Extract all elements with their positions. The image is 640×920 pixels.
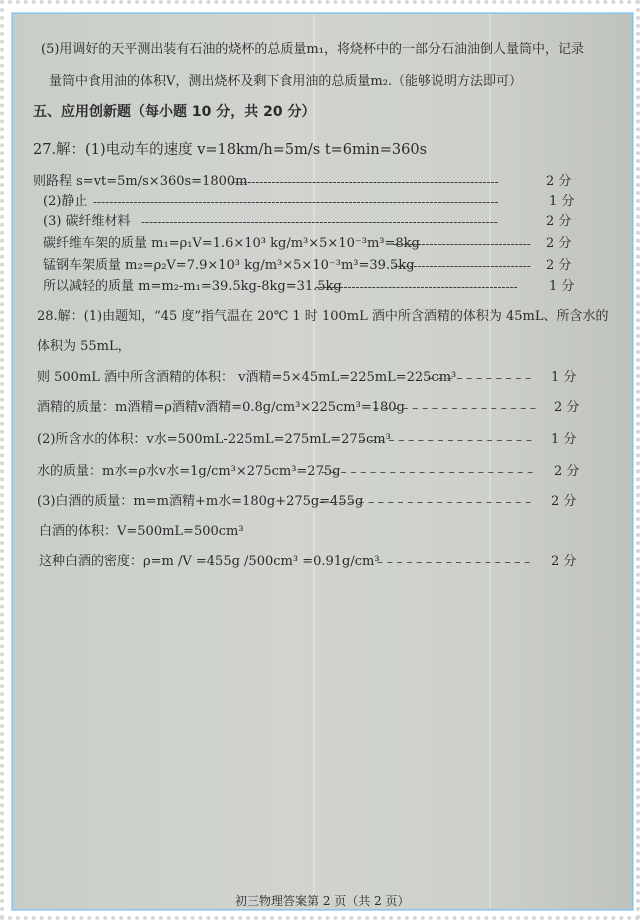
q26-part5-line1: (5)用调好的天平测出装有石油的烧杯的总质量m₁，将烧杯中的一部分石油油倒人量筒中，记录 (41, 42, 584, 57)
dash-leader: – – – – – – – – – – – – – – – – – – – – – – (319, 495, 532, 509)
dash-leader: – – – – – – – – – – – – – – – – (377, 555, 531, 569)
dash-leader: – – – – – – – – – – – – – – – – – – – – – – (321, 465, 534, 479)
q28-intro-line1: 28.解：(1)由题知，“45 度”指气温在 20℃ 1 时 100mL 酒中所含酒精的体积为 45mL、所含水的 (37, 309, 609, 324)
dash-leader: ------------------------------------------------------------------ (231, 175, 499, 189)
q27-row-text: (2)静止 (43, 194, 88, 209)
q27-row-score: 1 分 (549, 194, 575, 209)
answer-sheet-page (12, 13, 633, 910)
dash-leader: ---------------------------------- (393, 259, 531, 273)
q27-row-score: 1 分 (549, 279, 575, 294)
q27-row-score: 2 分 (546, 236, 572, 251)
dash-leader: -------------------------------------------------- (315, 280, 518, 294)
q28-row-text: 水的质量：m水=ρ水v水=1g/cm³×275cm³=275g (37, 464, 341, 479)
q28-row-score: 2 分 (551, 554, 577, 569)
q27-row-text: 锰钢车架质量 m₂=ρ₂V=7.9×10³ kg/m³×5×10⁻³m³=39.5kg (43, 258, 415, 273)
q27-row-score: 2 分 (546, 174, 572, 189)
section-heading: 五、应用创新题（每小题 10 分，共 20 分） (33, 104, 316, 120)
q28-row-text: 这种白酒的密度：ρ=m /V =455g /500cm³ =0.91g/cm³ (39, 554, 380, 569)
dash-leader: ---------------------------------------------------------------------------------------------------- (93, 195, 499, 209)
q27-row-score: 2 分 (546, 258, 572, 273)
dash-leader: – – – – – – – – – – – – – – – – – (373, 401, 537, 415)
q28-row-text: (3)白酒的质量：m=m酒精+m水=180g+275g=455g (37, 494, 364, 509)
q27-row-text: 碳纤维车架的质量 m₁=ρ₁V=1.6×10³ kg/m³×5×10⁻³m³=8kg (43, 236, 420, 251)
dash-leader: – – – – – – – – – – – – – – – – – – (359, 433, 532, 447)
q28-intro-line2: 体积为 55mL， (37, 339, 131, 354)
paper-crease (489, 14, 491, 909)
page-footer: 初三物理答案第 2 页（共 2 页） (235, 894, 410, 908)
q27-row-score: 2 分 (546, 214, 572, 229)
q27-row-text: 所以减轻的质量 m=m₂-m₁=39.5kg-8kg=31.5kg (43, 279, 342, 294)
q28-row-text: 白酒的体积：V=500mL=500cm³ (39, 524, 244, 539)
dash-leader: ---------------------------------- (393, 237, 531, 251)
q28-row-score: 2 分 (551, 494, 577, 509)
q27-intro: 27.解：(1)电动车的速度 v=18km/h=5m/s t=6min=360s (33, 142, 428, 158)
q28-row-text: (2)所含水的体积：v水=500mL-225mL=275mL=275cm³ (37, 432, 391, 447)
q27-row-text: 则路程 s=vt=5m/s×360s=1800m (33, 174, 248, 189)
dash-leader: – – – – – – – – – – – (427, 371, 532, 385)
q26-part5-line2: 量筒中食用油的体积V，测出烧杯及剩下食用油的总质量m₂.（能够说明方法即可） (49, 74, 523, 89)
dash-leader: ---------------------------------------------------------------------------------------- (141, 215, 498, 229)
q28-row-text: 酒精的质量：m酒精=ρ酒精v酒精=0.8g/cm³×225cm³=180g (37, 400, 405, 415)
q28-row-score: 2 分 (554, 400, 580, 415)
q28-row-text: 则 500mL 酒中所含酒精的体积： v酒精=5×45mL=225mL=225cm³ (37, 370, 457, 385)
q28-row-score: 1 分 (551, 370, 577, 385)
q28-row-score: 1 分 (551, 432, 577, 447)
q27-row-text: (3) 碳纤维材料 (43, 214, 131, 229)
q28-row-score: 2 分 (554, 464, 580, 479)
